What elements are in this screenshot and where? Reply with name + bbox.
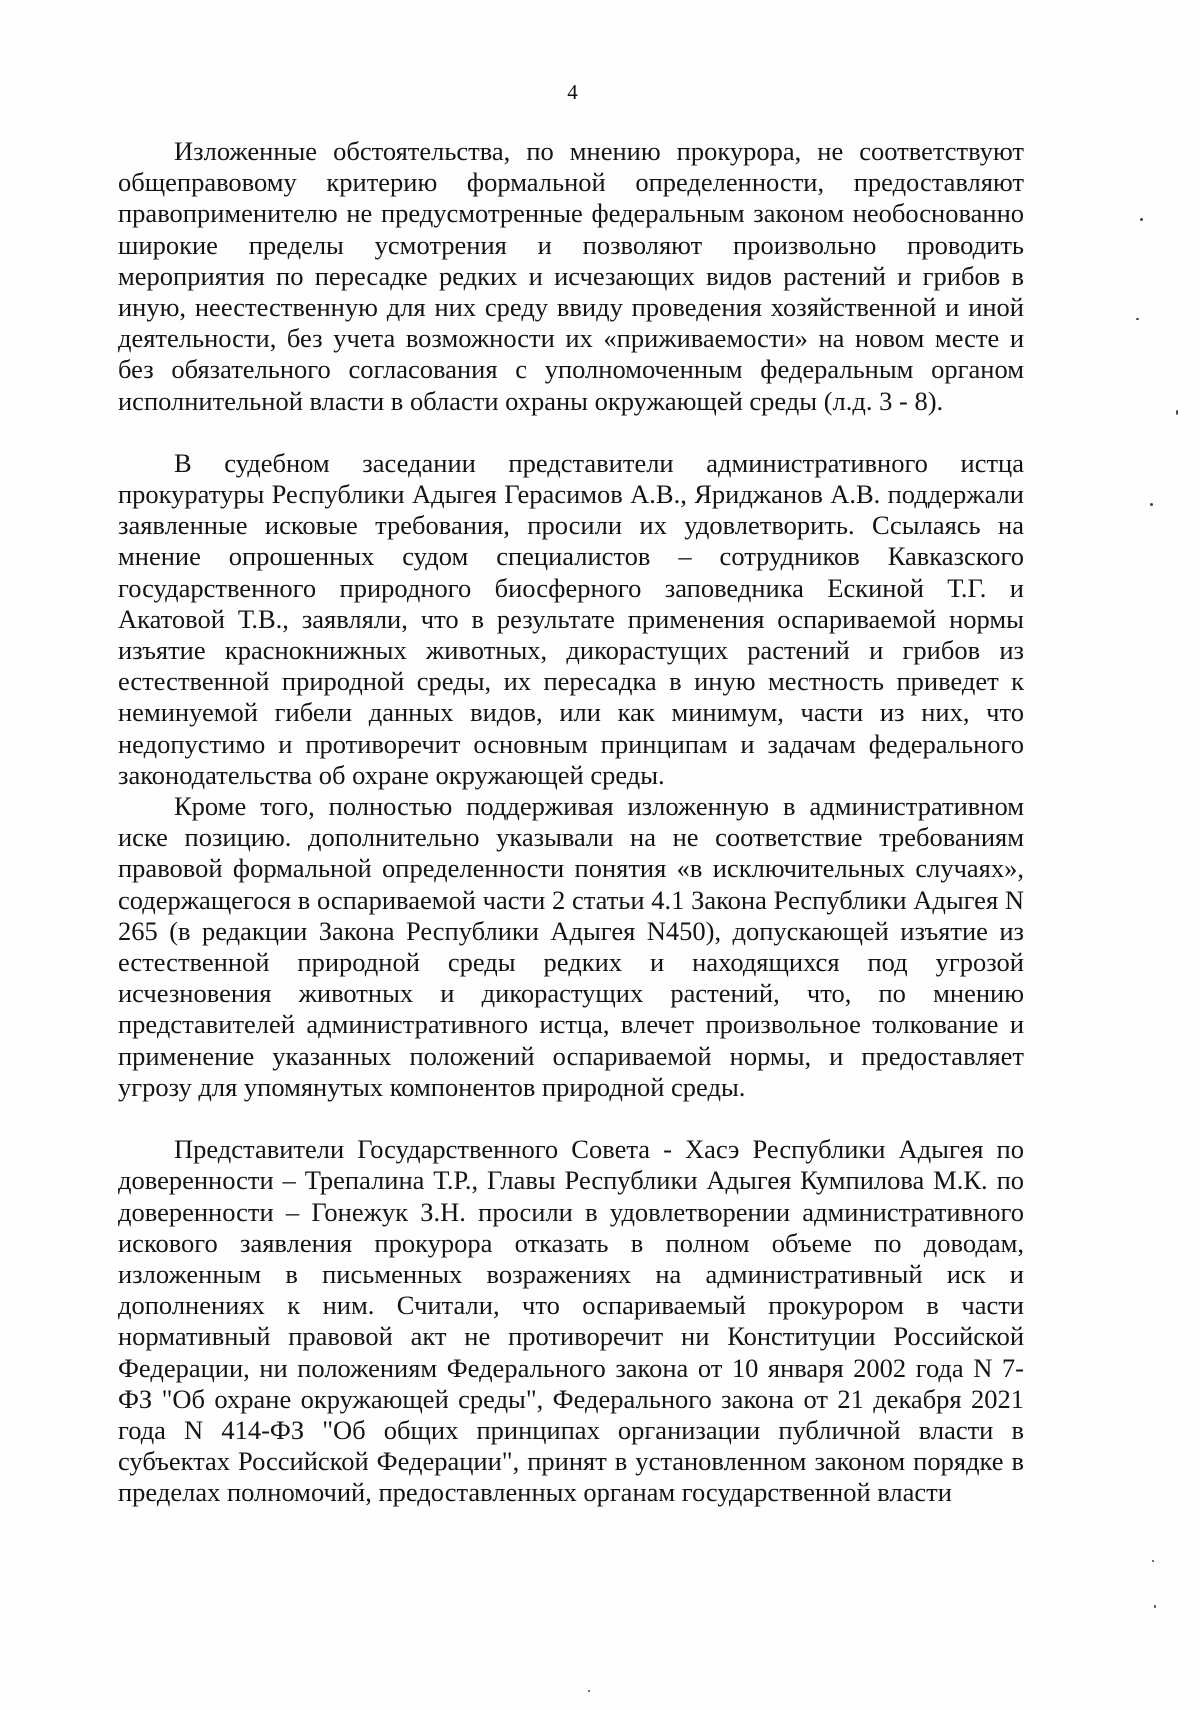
scan-speck bbox=[1152, 1560, 1154, 1562]
paragraph-additional-arguments: Кроме того, полностью поддерживая изложенную в административном иске позицию. дополнительно указывали на не соответствие требованиям правовой формальной определенности понятия «в исключительных случаях», содержащегося в оспариваемой части 2 статьи 4.1 Закона Республики Адыгея N 265 (в редакции Закона Республики Адыгея N450), допускающей изъятие из естественной природной среды редких и находящихся под угрозой исчезновения животных и дикорастущих растений, что, по мнению представителей административного истца, влечет произвольное толкование и применение указанных положений оспариваемой нормы, и предоставляет угрозу для упомянутых компонентов природной среды. bbox=[118, 791, 1024, 1102]
scan-speck bbox=[1176, 410, 1178, 415]
page-number: 4 bbox=[567, 80, 578, 104]
paragraph-plaintiff-representatives: В судебном заседании представители административного истца прокуратуры Республики Адыгея Герасимов А.В., Яриджанов А.В. поддержали заявленные исковые требования, просили их удовлетворить. Ссылаясь на мнение опрошенных судом специалистов – сотрудников Кавказского государственного природного биосферного заповедника Ескиной Т.Г. и Акатовой Т.В., заявляли, что в результате применения оспариваемой нормы изъятие краснокнижных животных, дикорастущих растений и грибов из естественной природной среды, их пересадка в иную местность приведет к неминуемой гибели данных видов, или как минимум, части из них, что недопустимо и противоречит основным принципам и задачам федерального законодательства об охране окружающей среды. bbox=[118, 447, 1024, 790]
scan-speck bbox=[588, 1690, 590, 1692]
paragraph-prosecutor-position: Изложенные обстоятельства, по мнению прокурора, не соответствуют общеправовому критерию формальной определенности, предоставляют правоприменителю не предусмотренные федеральным законом необоснованно широкие пределы усмотрения и позволяют произвольно проводить мероприятия по пересадке редких и исчезающих видов растений и грибов в иную, неестественную для них среду ввиду проведения хозяйственной и иной деятельности, без учета возможности их «приживаемости» на новом месте и без обязательного согласования с уполномоченным федеральным органом исполнительной власти в области охраны окружающей среды (л.д. 3 - 8). bbox=[118, 136, 1024, 416]
scan-speck bbox=[1136, 318, 1139, 320]
scan-speck bbox=[1154, 1605, 1156, 1608]
scan-speck bbox=[1140, 218, 1143, 221]
paragraph-respondent-representatives: Представители Государственного Совета - Хасэ Республики Адыгея по доверенности – Трепалина Т.Р., Главы Республики Адыгея Кумпилова М.К. по доверенности – Гонежук З.Н. просили в удовлетворении административного искового заявления прокурора отказать в полном объеме по доводам, изложенным в письменных возражениях на административный иск и дополнениях к ним. Считали, что оспариваемый прокурором в части нормативный правовой акт не противоречит ни Конституции Российской Федерации, ни положениям Федерального закона от 10 января 2002 года N 7-ФЗ "Об охране окружающей среды", Федерального закона от 21 декабря 2021 года N 414-ФЗ "Об общих принципах организации публичной власти в субъектах Российской Федерации", принят в установленном законом порядке в пределах полномочий, предоставленных органам государственной власти bbox=[118, 1134, 1024, 1508]
scan-speck bbox=[1150, 503, 1153, 506]
document-body bbox=[118, 136, 1024, 1509]
